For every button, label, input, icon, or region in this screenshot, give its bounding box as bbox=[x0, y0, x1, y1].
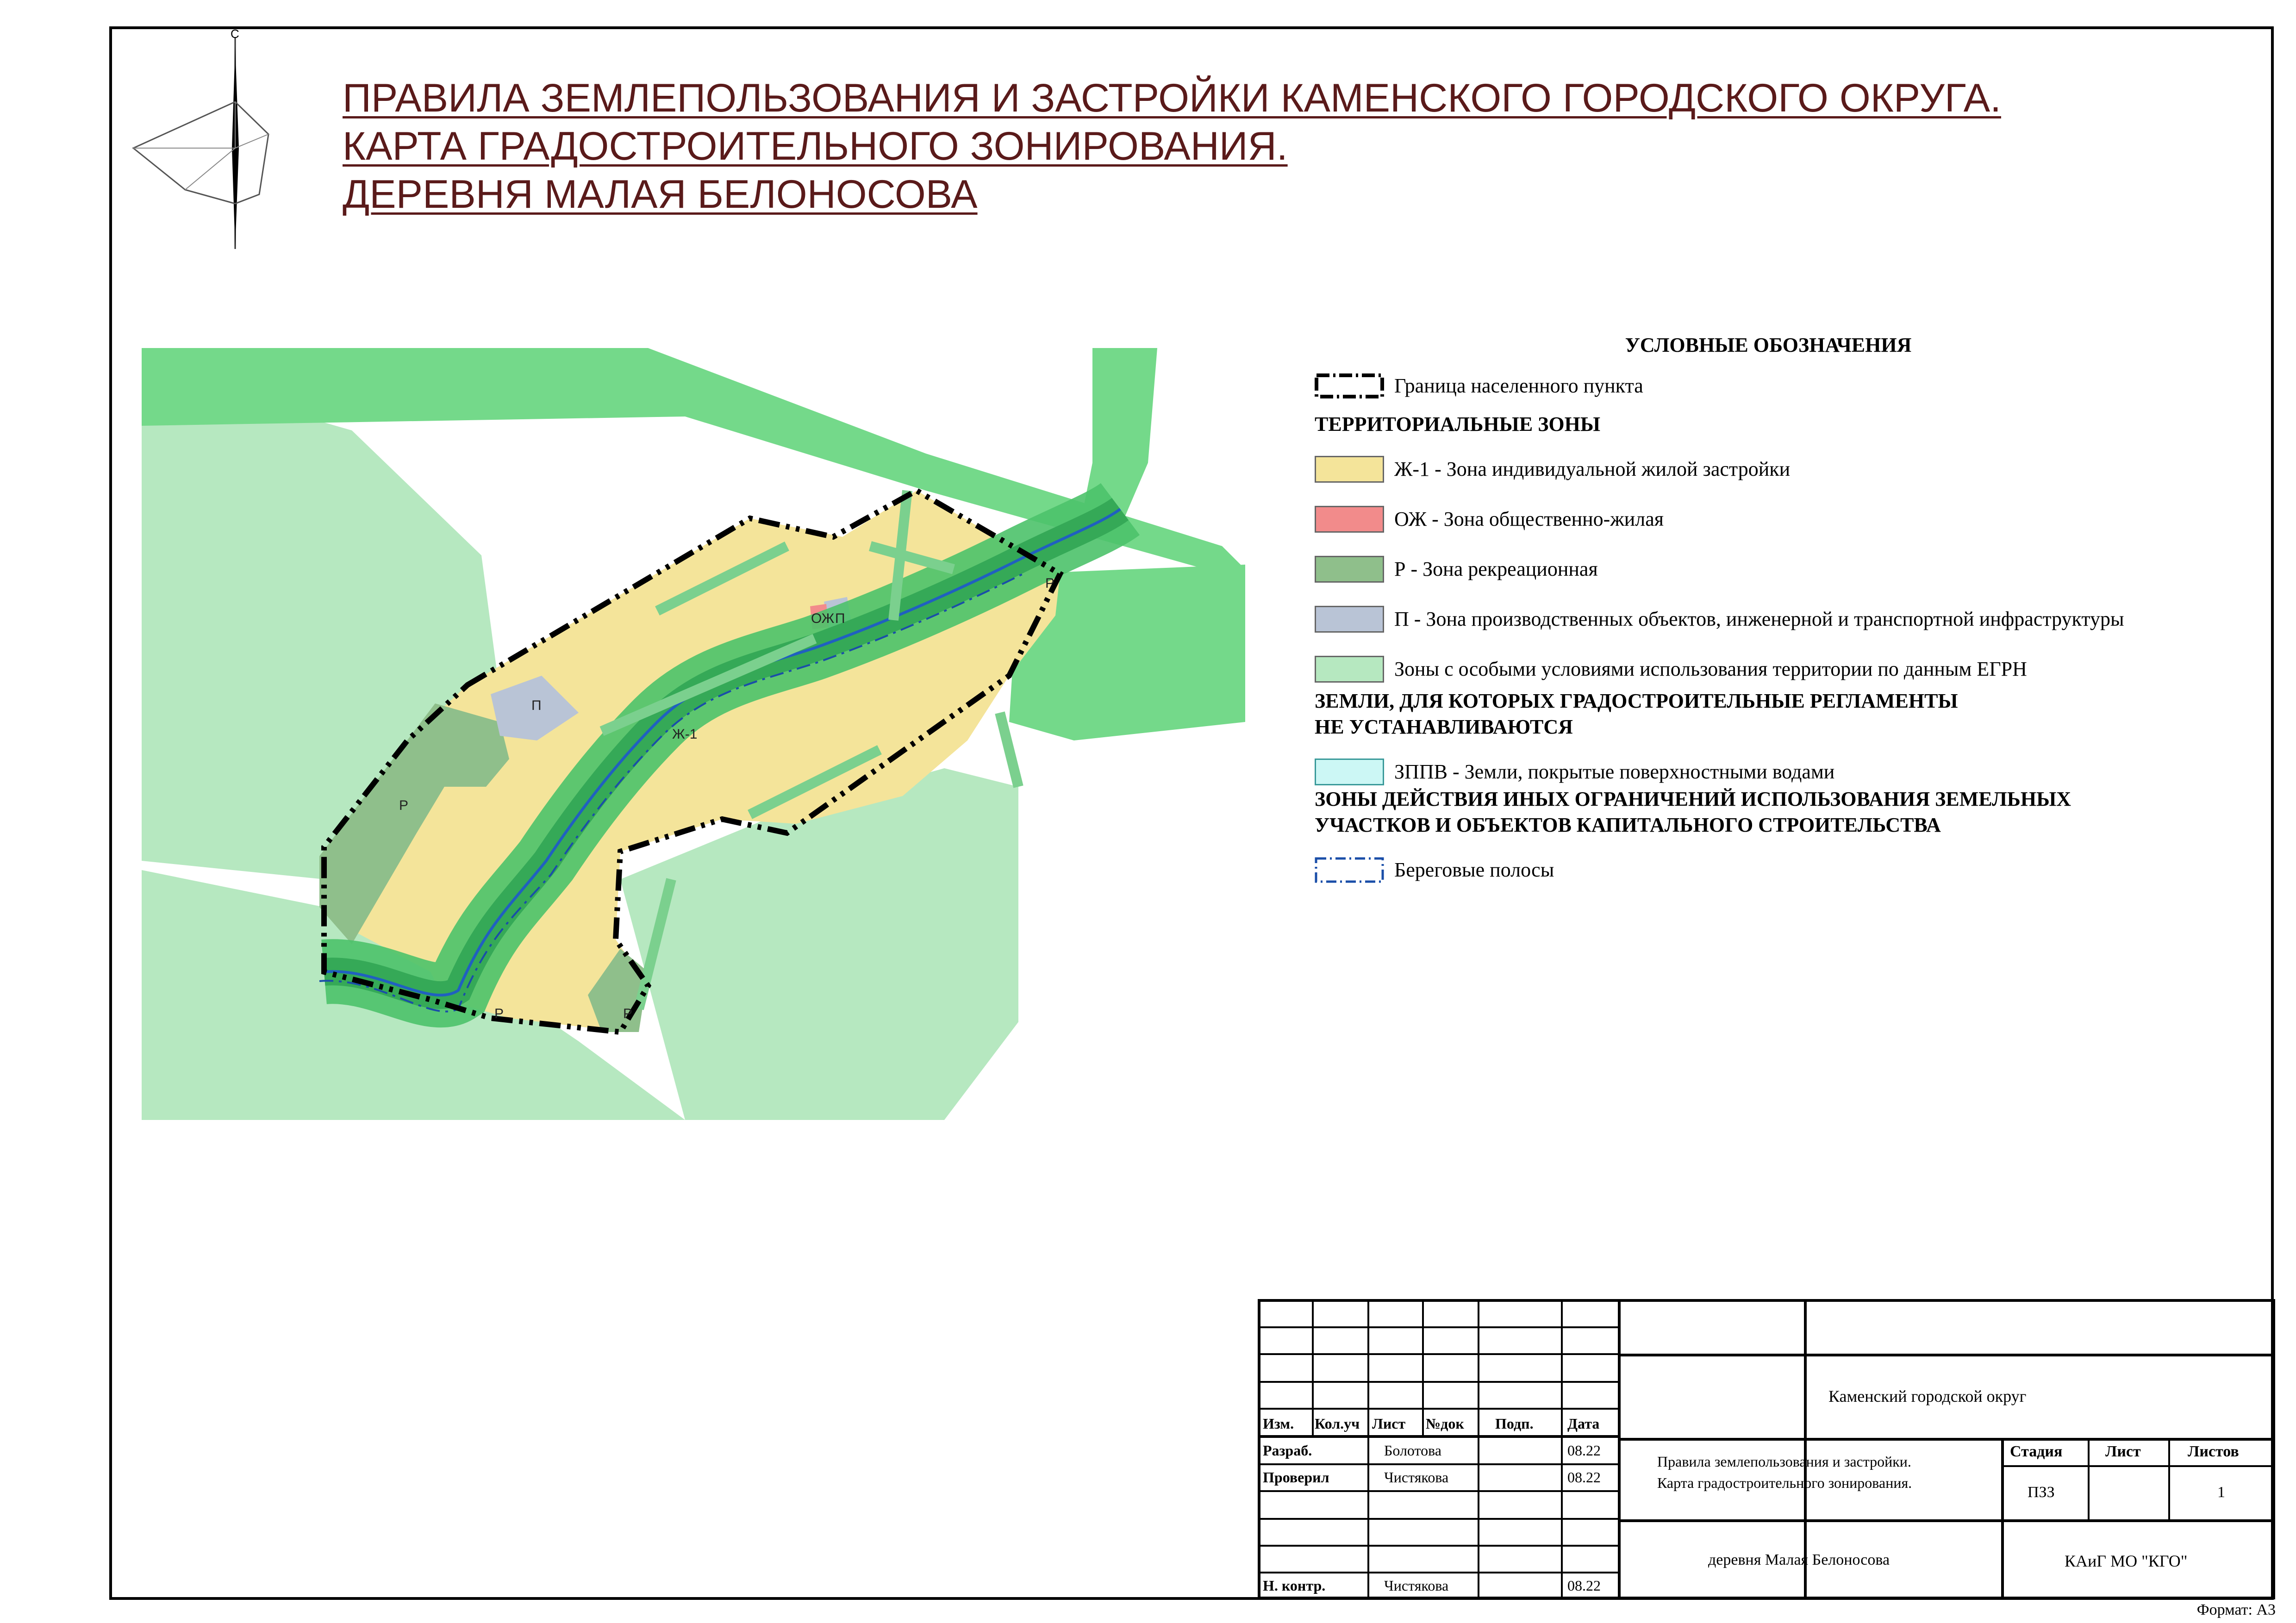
stamp-nkontr-date: 08.22 bbox=[1567, 1577, 1601, 1594]
stamp-organization: Каменский городской округ bbox=[1828, 1387, 2027, 1405]
stamp-company: КАиГ МО "КГО" bbox=[2065, 1552, 2188, 1570]
stamp-header-data: Дата bbox=[1567, 1415, 1600, 1432]
label-p: П bbox=[531, 698, 542, 713]
label-zh1: Ж-1 bbox=[672, 727, 698, 742]
stamp-header-izm: Изм. bbox=[1263, 1415, 1294, 1432]
stamp-stadia-value: ПЗЗ bbox=[2028, 1484, 2055, 1501]
stamp-header-ndok: №док bbox=[1426, 1415, 1464, 1432]
label-r-east: Р bbox=[1045, 576, 1055, 591]
label-r-south-1: Р bbox=[494, 1006, 504, 1021]
stamp-proveril-name: Чистякова bbox=[1384, 1469, 1449, 1486]
legend-heading: УСЛОВНЫЕ ОБОЗНАЧЕНИЯ bbox=[1625, 334, 1912, 356]
title-line-2: КАРТА ГРАДОСТРОИТЕЛЬНОГО ЗОНИРОВАНИЯ. bbox=[343, 124, 1288, 168]
zone-label: Р - Зона рекреационная bbox=[1394, 558, 1598, 580]
stamp-proveril-role: Проверил bbox=[1263, 1469, 1329, 1486]
stamp-header-list: Лист bbox=[1372, 1415, 1406, 1432]
stamp-nkontr-role: Н. контр. bbox=[1263, 1577, 1326, 1594]
stamp-nkontr-name: Чистякова bbox=[1384, 1577, 1449, 1594]
zone-label: Ж-1 - Зона индивидуальной жилой застройки bbox=[1394, 458, 1791, 480]
stamp-header-kol: Кол.уч bbox=[1315, 1415, 1360, 1432]
stamp-doc-line-2: Карта градостроительного зонирования. bbox=[1657, 1474, 1912, 1491]
boundary-label: Граница населенного пункта bbox=[1394, 374, 1643, 397]
format-label: Формат: А3 bbox=[2196, 1601, 2276, 1618]
zone-label: ОЖ - Зона общественно-жилая bbox=[1394, 508, 1664, 530]
lands-heading-line-1: ЗЕМЛИ, ДЛЯ КОТОРЫХ ГРАДОСТРОИТЕЛЬНЫЕ РЕГЛАМЕНТЫ bbox=[1315, 690, 1958, 712]
label-ozh: ОЖ bbox=[811, 611, 835, 626]
label-p-small: П bbox=[835, 611, 845, 626]
other-heading-line-1: ЗОНЫ ДЕЙСТВИЯ ИНЫХ ОГРАНИЧЕНИЙ ИСПОЛЬЗОВАНИЯ ЗЕМЕЛЬНЫХ bbox=[1315, 788, 2071, 810]
stamp-list-label: Лист bbox=[2105, 1443, 2141, 1460]
zone-label: Зоны с особыми условиями использования территории по данным ЕГРН bbox=[1394, 658, 2027, 680]
stamp-header-podp: Подп. bbox=[1495, 1415, 1534, 1432]
compass-north-label: С bbox=[231, 28, 239, 41]
title-line-3: ДЕРЕВНЯ МАЛАЯ БЕЛОНОСОВА bbox=[343, 172, 978, 217]
stamp-razrab-date: 08.22 bbox=[1567, 1442, 1601, 1459]
stamp-listov-label: Листов bbox=[2188, 1443, 2239, 1460]
stamp-razrab-name: Болотова bbox=[1384, 1442, 1441, 1459]
lands-heading-line-2: НЕ УСТАНАВЛИВАЮТСЯ bbox=[1315, 715, 1573, 738]
stamp-proveril-date: 08.22 bbox=[1567, 1469, 1601, 1486]
water-label: ЗППВ - Земли, покрытые поверхностными водами bbox=[1394, 760, 1835, 783]
shore-label: Береговые полосы bbox=[1394, 858, 1554, 881]
other-heading-line-2: УЧАСТКОВ И ОБЪЕКТОВ КАПИТАЛЬНОГО СТРОИТЕЛЬСТВА bbox=[1315, 814, 1941, 836]
label-r-west: Р bbox=[399, 798, 409, 813]
stamp-listov-value: 1 bbox=[2217, 1484, 2225, 1501]
stamp-place: деревня Малая Белоносова bbox=[1708, 1551, 1890, 1568]
zone-label: П - Зона производственных объектов, инженерной и транспортной инфраструктуры bbox=[1394, 608, 2124, 630]
label-r-south-2: Р bbox=[623, 1006, 633, 1021]
stamp-stadia-label: Стадия bbox=[2010, 1443, 2063, 1460]
stamp-doc-line-1: Правила землепользования и застройки. bbox=[1657, 1453, 1911, 1470]
stamp-razrab-role: Разраб. bbox=[1263, 1442, 1312, 1459]
territorial-heading: ТЕРРИТОРИАЛЬНЫЕ ЗОНЫ bbox=[1315, 413, 1601, 435]
title-line-1: ПРАВИЛА ЗЕМЛЕПОЛЬЗОВАНИЯ И ЗАСТРОЙКИ КАМЕНСКОГО ГОРОДСКОГО ОКРУГА. bbox=[343, 76, 2001, 120]
